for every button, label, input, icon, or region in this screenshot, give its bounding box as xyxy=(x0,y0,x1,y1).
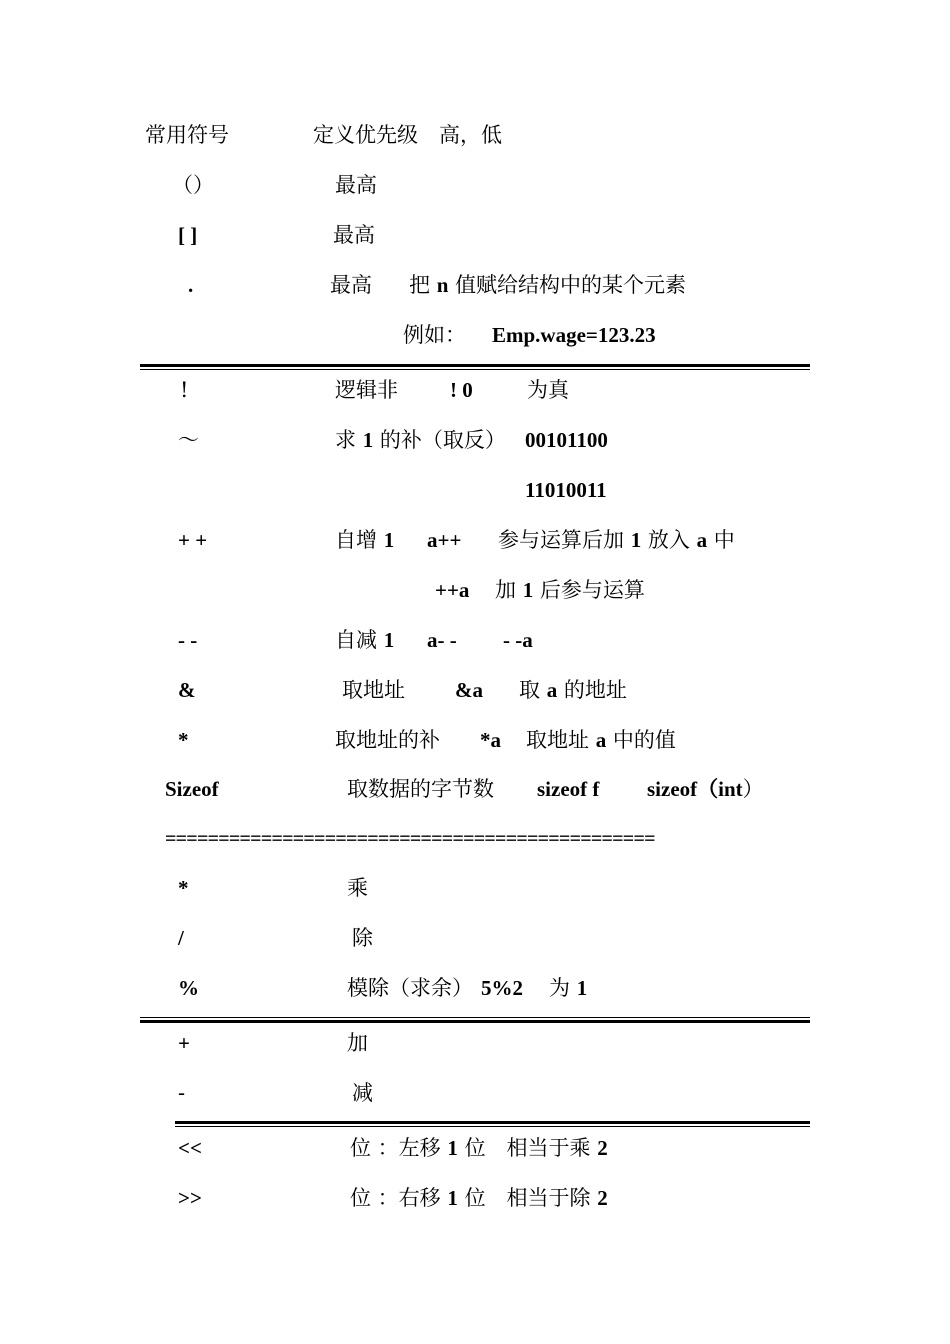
symbol-divide: / xyxy=(178,926,184,950)
desc-shift-right: 位 ：右移 1 位 相当于除 2 xyxy=(350,1186,608,1210)
note-dot: 把 n 值赋给结构中的某个元素 xyxy=(409,273,687,297)
desc-parentheses: 最高 xyxy=(335,173,377,197)
header-definition-column: 定义优先级 高，低 xyxy=(313,123,502,147)
example-sizeof-var: sizeof f xyxy=(537,777,600,801)
header-symbol-column: 常用符号 xyxy=(145,123,229,147)
example-label: 例如： xyxy=(403,323,466,347)
symbol-subtract: - xyxy=(178,1081,186,1105)
symbol-multiply: * xyxy=(178,876,189,900)
note-address: 取 a 的地址 xyxy=(519,678,627,702)
symbol-shift-left: << xyxy=(178,1136,202,1160)
symbol-parentheses: （） xyxy=(172,173,214,197)
desc-subtract: 减 xyxy=(352,1081,373,1105)
pre-increment: ++a xyxy=(435,578,470,602)
desc-add: 加 xyxy=(347,1031,368,1055)
example-code: Emp.wage=123.23 xyxy=(492,323,656,347)
symbol-increment: + + xyxy=(178,528,208,552)
post-decrement: a- - xyxy=(427,628,457,652)
symbol-shift-right: >> xyxy=(178,1186,202,1210)
symbol-modulo: % xyxy=(178,976,199,1000)
bits-after: 11010011 xyxy=(525,478,607,502)
desc-dot: 最高 xyxy=(330,273,372,297)
bits-before: 00101100 xyxy=(525,428,608,452)
symbol-complement: ～ xyxy=(178,428,199,452)
symbol-deref: * xyxy=(178,728,189,752)
equals-separator: ============================================== xyxy=(165,828,655,850)
desc-increment: 自增 1 xyxy=(335,528,395,552)
desc-address: 取地址 xyxy=(342,678,405,702)
symbol-add: + xyxy=(178,1031,190,1055)
symbol-not: ! xyxy=(180,378,189,402)
symbol-dot: . xyxy=(188,273,194,297)
desc-multiply: 乘 xyxy=(347,876,368,900)
desc-divide: 除 xyxy=(352,926,373,950)
desc-deref: 取地址的补 xyxy=(335,728,440,752)
symbol-brackets: [ ] xyxy=(178,223,198,247)
example-modulo: 5%2 xyxy=(481,976,523,1000)
symbol-sizeof: Sizeof xyxy=(165,777,219,801)
desc-not: 逻辑非 xyxy=(335,378,398,402)
result-modulo: 为 1 xyxy=(549,976,588,1000)
desc-modulo: 模除（求余） xyxy=(347,976,473,1000)
symbol-decrement: - - xyxy=(178,628,198,652)
desc-brackets: 最高 xyxy=(333,223,375,247)
desc-complement: 求 1 的补（取反） xyxy=(335,428,506,452)
post-increment: a++ xyxy=(427,528,462,552)
example-address: &a xyxy=(455,678,483,702)
example-deref: *a xyxy=(480,728,501,752)
example-sizeof-type: sizeof（int） xyxy=(647,777,764,801)
desc-sizeof: 取数据的字节数 xyxy=(347,777,494,801)
symbol-address: & xyxy=(178,678,196,702)
example-not: ! 0 xyxy=(450,378,473,402)
post-increment-note: 参与运算后加 1 放入 a 中 xyxy=(498,528,735,552)
pre-decrement: - -a xyxy=(503,628,533,652)
desc-shift-left: 位 ：左移 1 位 相当于乘 2 xyxy=(350,1136,608,1160)
desc-decrement: 自减 1 xyxy=(335,628,395,652)
pre-increment-note: 加 1 后参与运算 xyxy=(495,578,645,602)
note-deref: 取地址 a 中的值 xyxy=(526,728,676,752)
result-not: 为真 xyxy=(527,378,569,402)
